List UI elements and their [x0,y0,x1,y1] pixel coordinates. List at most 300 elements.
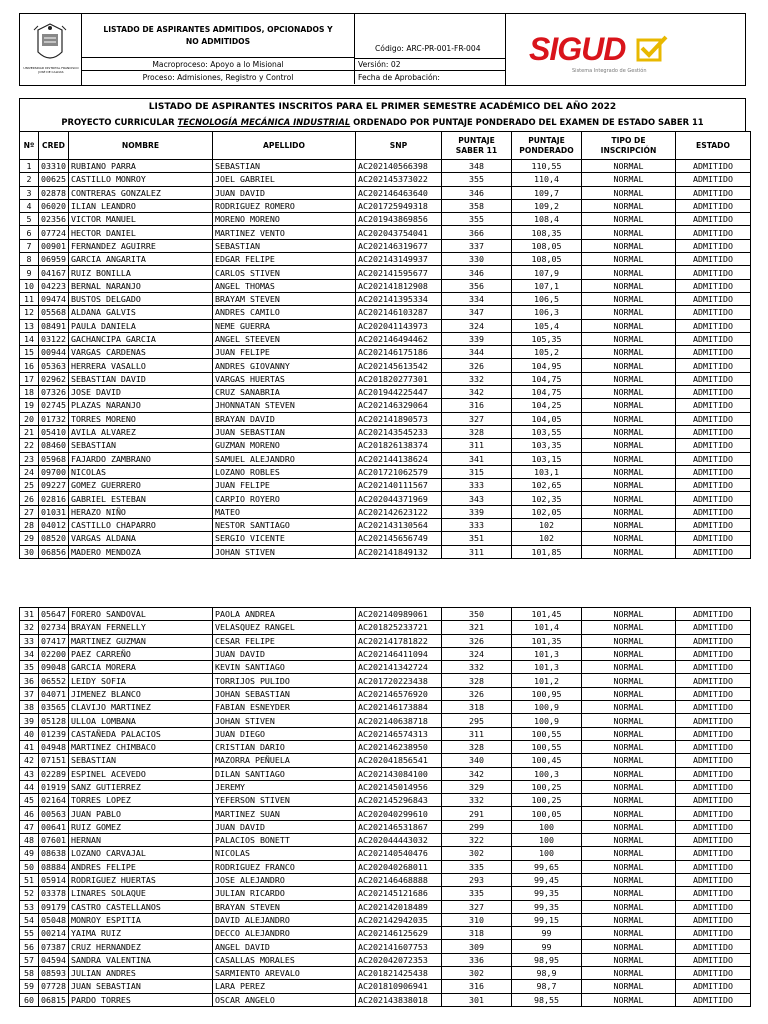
row-estado: ADMITIDO [675,980,750,993]
row-tipo: NORMAL [581,319,675,332]
row-puntaje-saber: 342 [441,386,511,399]
row-puntaje-saber: 326 [441,359,511,372]
row-cred: 05363 [39,359,69,372]
table-row [20,292,751,305]
row-tipo: NORMAL [581,940,675,953]
row-cred: 09474 [39,292,69,305]
row-snp: AC202145121686 [355,887,441,900]
row-number: 59 [20,980,39,993]
row-apellido: LARA PEREZ [212,980,355,993]
row-puntaje-saber: 329 [441,780,511,793]
table-row [20,687,751,700]
table-row [20,160,751,173]
row-puntaje-saber: 356 [441,279,511,292]
row-number: 1 [20,160,39,173]
row-puntaje-ponderado: 100,55 [511,740,581,753]
row-tipo: NORMAL [581,479,675,492]
row-snp: AC202143130564 [355,519,441,532]
row-apellido: BRAYAN DAVID [212,412,355,425]
row-nombre: VARGAS ALDANA [68,532,212,545]
row-number: 13 [20,319,39,332]
row-nombre: FERNANDEZ AGUIRRE [68,239,212,252]
table-row [20,386,751,399]
row-puntaje-ponderado: 100,45 [511,754,581,767]
row-apellido: NESTOR SANTIAGO [212,519,355,532]
row-tipo: NORMAL [581,608,675,621]
row-number: 57 [20,953,39,966]
table-row [20,253,751,266]
row-snp: AC202140989061 [355,608,441,621]
row-puntaje-ponderado: 100 [511,847,581,860]
row-tipo: NORMAL [581,279,675,292]
row-number: 39 [20,714,39,727]
row-tipo: NORMAL [581,927,675,940]
table-row [20,740,751,753]
row-cred: 09227 [39,479,69,492]
row-snp: AC201826138374 [355,439,441,452]
row-puntaje-saber: 346 [441,186,511,199]
row-estado: ADMITIDO [675,253,750,266]
row-puntaje-ponderado: 110,4 [511,173,581,186]
row-nombre: FORERO SANDOVAL [68,608,212,621]
row-tipo: NORMAL [581,953,675,966]
row-puntaje-saber: 315 [441,465,511,478]
row-estado: ADMITIDO [675,399,750,412]
row-puntaje-saber: 318 [441,927,511,940]
row-apellido: JOSE ALEJANDRO [212,873,355,886]
row-tipo: NORMAL [581,199,675,212]
row-number: 58 [20,967,39,980]
row-apellido: CRUZ SANABRIA [212,386,355,399]
list-subtitle [20,117,745,127]
row-puntaje-ponderado: 99,45 [511,873,581,886]
row-tipo: NORMAL [581,993,675,1006]
row-puntaje-saber: 344 [441,346,511,359]
row-cred: 02734 [39,621,69,634]
row-apellido: VELASQUEZ RANGEL [212,621,355,634]
row-tipo: NORMAL [581,239,675,252]
table-row [20,767,751,780]
row-cred: 08520 [39,532,69,545]
table-header-row [20,132,751,160]
row-tipo: NORMAL [581,173,675,186]
row-tipo: NORMAL [581,873,675,886]
row-number: 6 [20,226,39,239]
row-tipo: NORMAL [581,820,675,833]
row-nombre: ULLOA LOMBANA [68,714,212,727]
row-puntaje-ponderado: 105,35 [511,332,581,345]
row-cred: 05647 [39,608,69,621]
row-puntaje-saber: 336 [441,953,511,966]
row-cred: 06020 [39,199,69,212]
table-row [20,727,751,740]
row-puntaje-saber: 335 [441,887,511,900]
row-tipo: NORMAL [581,794,675,807]
row-nombre: GARCIA MORERA [68,661,212,674]
row-cred: 02289 [39,767,69,780]
row-snp: AC201944225447 [355,386,441,399]
table-row [20,621,751,634]
program-prefix: PROYECTO CURRICULAR [61,117,175,127]
row-number: 32 [20,621,39,634]
row-apellido: DECCO ALEJANDRO [212,927,355,940]
row-apellido: MARTINEZ SUAN [212,807,355,820]
row-estado: ADMITIDO [675,412,750,425]
table-row [20,820,751,833]
row-nombre: ESPINEL ACEVEDO [68,767,212,780]
row-apellido: TORRIJOS PULIDO [212,674,355,687]
row-estado: ADMITIDO [675,873,750,886]
row-estado: ADMITIDO [675,807,750,820]
row-estado: ADMITIDO [675,687,750,700]
col-n: Nº [20,132,39,160]
row-number: 35 [20,661,39,674]
table-row [20,399,751,412]
row-apellido: OSCAR ANGELO [212,993,355,1006]
row-number: 36 [20,674,39,687]
row-number: 40 [20,727,39,740]
row-nombre: LOZANO CARVAJAL [68,847,212,860]
row-nombre: CRUZ HERNANDEZ [68,940,212,953]
row-tipo: NORMAL [581,913,675,926]
row-number: 23 [20,452,39,465]
row-puntaje-saber: 351 [441,532,511,545]
proceso-label: Proceso: Admisiones, Registro y Control [82,71,355,84]
row-cred: 09700 [39,465,69,478]
row-puntaje-saber: 302 [441,847,511,860]
row-estado: ADMITIDO [675,173,750,186]
row-puntaje-saber: 335 [441,860,511,873]
row-snp: AC201810906941 [355,980,441,993]
row-nombre: VARGAS CARDENAS [68,346,212,359]
document-code: Código: ARC-PR-001-FR-004 [375,44,481,53]
row-tipo: NORMAL [581,621,675,634]
row-estado: ADMITIDO [675,900,750,913]
row-puntaje-saber: 342 [441,767,511,780]
row-puntaje-ponderado: 102,35 [511,492,581,505]
row-snp: AC201825233721 [355,621,441,634]
row-estado: ADMITIDO [675,661,750,674]
row-puntaje-ponderado: 103,55 [511,425,581,438]
row-puntaje-ponderado: 106,5 [511,292,581,305]
row-puntaje-ponderado: 107,1 [511,279,581,292]
row-puntaje-ponderado: 99,35 [511,887,581,900]
row-estado: ADMITIDO [675,621,750,634]
row-snp: AC202142623122 [355,505,441,518]
row-estado: ADMITIDO [675,714,750,727]
row-cred: 08638 [39,847,69,860]
row-puntaje-ponderado: 99,15 [511,913,581,926]
row-puntaje-saber: 322 [441,834,511,847]
row-apellido: CARPIO ROYERO [212,492,355,505]
table-row [20,173,751,186]
row-nombre: PAULA DANIELA [68,319,212,332]
row-cred: 00901 [39,239,69,252]
row-apellido: JOHAN SEBASTIAN [212,687,355,700]
row-puntaje-saber: 316 [441,399,511,412]
row-estado: ADMITIDO [675,279,750,292]
row-snp: AC201721062579 [355,465,441,478]
table-row [20,279,751,292]
row-number: 33 [20,634,39,647]
approval-date-label: Fecha de Aprobación: [355,71,506,85]
row-puntaje-ponderado: 102 [511,532,581,545]
row-snp: AC202143149937 [355,253,441,266]
row-puntaje-saber: 302 [441,967,511,980]
row-number: 17 [20,372,39,385]
row-puntaje-saber: 350 [441,608,511,621]
table-row [20,199,751,212]
row-number: 3 [20,186,39,199]
document-title: LISTADO DE ASPIRANTES ADMITIDOS, OPCIONADOS Y NO ADMITIDOS [82,14,355,58]
row-puntaje-ponderado: 100,25 [511,780,581,793]
row-cred: 00214 [39,927,69,940]
row-puntaje-ponderado: 100,9 [511,701,581,714]
row-nombre: JUAN SEBASTIAN [68,980,212,993]
row-snp: AC202044371969 [355,492,441,505]
row-nombre: AVILA ALVAREZ [68,425,212,438]
row-tipo: NORMAL [581,492,675,505]
row-apellido: BRAYAN STEVEN [212,900,355,913]
row-puntaje-saber: 309 [441,940,511,953]
row-snp: AC202141812908 [355,279,441,292]
table-row [20,306,751,319]
row-number: 14 [20,332,39,345]
table-row [20,608,751,621]
row-nombre: HERRERA VASALLO [68,359,212,372]
row-tipo: NORMAL [581,847,675,860]
row-nombre: MONROY ESPITIA [68,913,212,926]
row-tipo: NORMAL [581,834,675,847]
row-cred: 02745 [39,399,69,412]
row-nombre: CLAVIJO MARTINEZ [68,701,212,714]
row-puntaje-ponderado: 100,55 [511,727,581,740]
row-puntaje-ponderado: 105,4 [511,319,581,332]
row-tipo: NORMAL [581,306,675,319]
row-puntaje-saber: 339 [441,505,511,518]
row-puntaje-ponderado: 102 [511,519,581,532]
row-tipo: NORMAL [581,687,675,700]
row-nombre: CASTRO CASTELLANOS [68,900,212,913]
row-tipo: NORMAL [581,545,675,558]
table-row [20,346,751,359]
row-estado: ADMITIDO [675,953,750,966]
row-snp: AC202143838018 [355,993,441,1006]
row-number: 24 [20,465,39,478]
row-nombre: MARTINEZ GUZMAN [68,634,212,647]
row-puntaje-saber: 333 [441,479,511,492]
table-row [20,545,751,558]
table-row [20,714,751,727]
row-tipo: NORMAL [581,674,675,687]
row-puntaje-ponderado: 101,85 [511,545,581,558]
row-puntaje-ponderado: 108,4 [511,213,581,226]
row-cred: 02816 [39,492,69,505]
row-number: 8 [20,253,39,266]
row-cred: 03378 [39,887,69,900]
table-row [20,452,751,465]
row-apellido: PALACIOS BONETT [212,834,355,847]
row-puntaje-ponderado: 105,2 [511,346,581,359]
row-cred: 05128 [39,714,69,727]
row-estado: ADMITIDO [675,439,750,452]
row-puntaje-ponderado: 102,05 [511,505,581,518]
row-number: 37 [20,687,39,700]
row-number: 22 [20,439,39,452]
row-puntaje-saber: 346 [441,266,511,279]
col-nombre: NOMBRE [68,132,212,160]
row-number: 49 [20,847,39,860]
row-tipo: NORMAL [581,425,675,438]
row-number: 50 [20,860,39,873]
row-snp: AC202140566398 [355,160,441,173]
row-puntaje-ponderado: 104,25 [511,399,581,412]
row-cred: 02962 [39,372,69,385]
row-nombre: LINARES SOLAQUE [68,887,212,900]
row-puntaje-saber: 343 [441,492,511,505]
row-snp: AC202145613542 [355,359,441,372]
col-estado: ESTADO [675,132,750,160]
row-snp: AC202043754041 [355,226,441,239]
row-snp: AC202146574313 [355,727,441,740]
row-snp: AC202146175186 [355,346,441,359]
row-cred: 08593 [39,967,69,980]
row-snp: AC202141890573 [355,412,441,425]
row-snp: AC202143084100 [355,767,441,780]
row-puntaje-ponderado: 103,15 [511,452,581,465]
row-tipo: NORMAL [581,505,675,518]
table-row [20,967,751,980]
row-puntaje-saber: 327 [441,900,511,913]
row-estado: ADMITIDO [675,213,750,226]
row-puntaje-saber: 328 [441,674,511,687]
row-number: 9 [20,266,39,279]
row-tipo: NORMAL [581,519,675,532]
row-cred: 01919 [39,780,69,793]
row-puntaje-saber: 310 [441,913,511,926]
table-row [20,319,751,332]
row-estado: ADMITIDO [675,425,750,438]
row-number: 5 [20,213,39,226]
row-cred: 02164 [39,794,69,807]
row-snp: AC202145656749 [355,532,441,545]
row-tipo: NORMAL [581,213,675,226]
row-cred: 03310 [39,160,69,173]
row-puntaje-saber: 332 [441,794,511,807]
row-cred: 04012 [39,519,69,532]
row-estado: ADMITIDO [675,754,750,767]
row-apellido: MAZORRA PEÑUELA [212,754,355,767]
row-number: 28 [20,519,39,532]
row-estado: ADMITIDO [675,239,750,252]
row-tipo: NORMAL [581,754,675,767]
row-tipo: NORMAL [581,465,675,478]
row-tipo: NORMAL [581,780,675,793]
row-tipo: NORMAL [581,160,675,173]
row-apellido: LOZANO ROBLES [212,465,355,478]
row-snp: AC202146468888 [355,873,441,886]
row-cred: 07387 [39,940,69,953]
row-cred: 07417 [39,634,69,647]
table-row [20,940,751,953]
row-snp: AC201725949318 [355,199,441,212]
row-nombre: JUAN PABLO [68,807,212,820]
row-cred: 00641 [39,820,69,833]
row-cred: 04167 [39,266,69,279]
row-apellido: CESAR FELIPE [212,634,355,647]
row-puntaje-saber: 334 [441,292,511,305]
row-snp: AC202146329064 [355,399,441,412]
row-number: 43 [20,767,39,780]
row-cred: 08884 [39,860,69,873]
row-number: 15 [20,346,39,359]
row-puntaje-saber: 348 [441,160,511,173]
row-snp: AC202145373022 [355,173,441,186]
table-row [20,873,751,886]
row-snp: AC202140638718 [355,714,441,727]
row-apellido: ANGEL DAVID [212,940,355,953]
row-puntaje-ponderado: 103,1 [511,465,581,478]
row-cred: 07151 [39,754,69,767]
row-apellido: GUZMAN MORENO [212,439,355,452]
row-number: 41 [20,740,39,753]
row-tipo: NORMAL [581,292,675,305]
university-logo-cell [20,14,82,85]
table-row [20,519,751,532]
row-nombre: BERNAL NARANJO [68,279,212,292]
row-estado: ADMITIDO [675,940,750,953]
row-tipo: NORMAL [581,186,675,199]
row-puntaje-ponderado: 101,3 [511,661,581,674]
row-apellido: JUAN DIEGO [212,727,355,740]
row-puntaje-saber: 366 [441,226,511,239]
table-row [20,492,751,505]
row-puntaje-ponderado: 108,35 [511,226,581,239]
row-estado: ADMITIDO [675,674,750,687]
row-number: 31 [20,608,39,621]
row-nombre: HECTOR DANIEL [68,226,212,239]
row-snp: AC202141849132 [355,545,441,558]
row-cred: 02200 [39,647,69,660]
row-puntaje-ponderado: 100,95 [511,687,581,700]
row-apellido: ANDRES CAMILO [212,306,355,319]
table-row [20,412,751,425]
row-apellido: JUAN DAVID [212,186,355,199]
document-header [19,13,746,86]
row-puntaje-ponderado: 98,95 [511,953,581,966]
row-cred: 07728 [39,980,69,993]
row-cred: 02356 [39,213,69,226]
row-estado: ADMITIDO [675,319,750,332]
row-puntaje-saber: 299 [441,820,511,833]
row-nombre: SANDRA VALENTINA [68,953,212,966]
row-tipo: NORMAL [581,452,675,465]
row-nombre: GOMEZ GUERRERO [68,479,212,492]
row-apellido: JULIAN RICARDO [212,887,355,900]
row-snp: AC202140540476 [355,847,441,860]
row-puntaje-ponderado: 108,05 [511,239,581,252]
row-puntaje-ponderado: 100,25 [511,794,581,807]
row-cred: 07724 [39,226,69,239]
row-estado: ADMITIDO [675,186,750,199]
row-number: 25 [20,479,39,492]
row-snp: AC202143545233 [355,425,441,438]
row-snp: AC202041856541 [355,754,441,767]
row-apellido: JUAN FELIPE [212,346,355,359]
row-estado: ADMITIDO [675,794,750,807]
row-number: 44 [20,780,39,793]
row-puntaje-ponderado: 101,3 [511,647,581,660]
